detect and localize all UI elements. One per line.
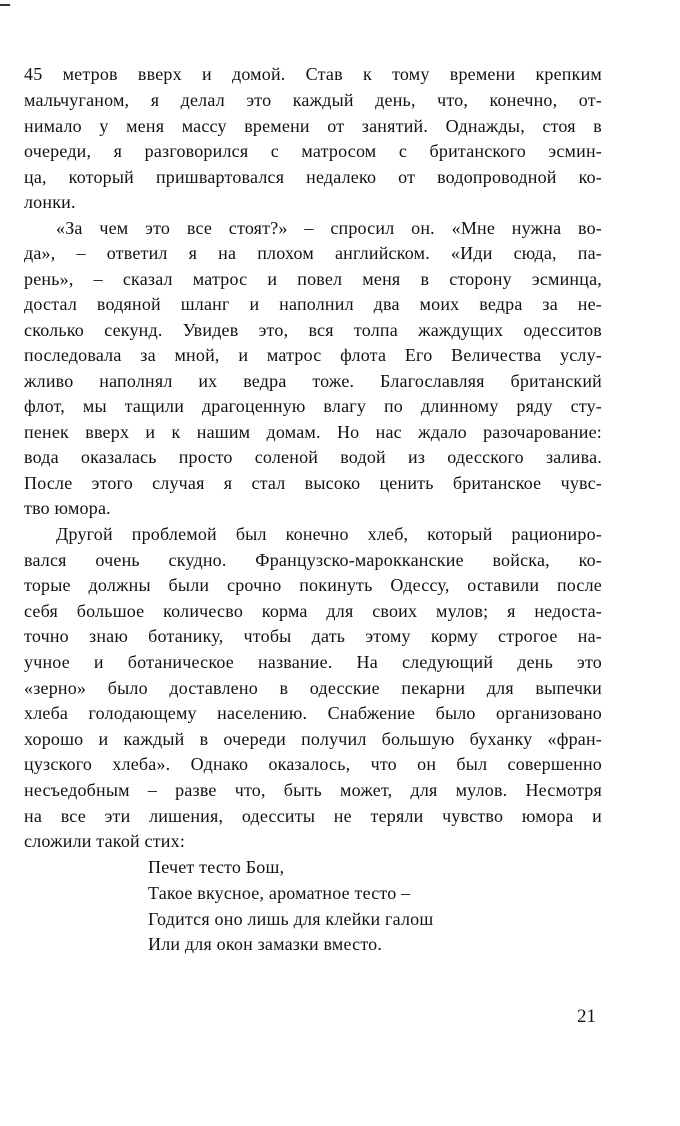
text-line: «За чем это все стоят?» – спросил он. «Мне нужна во- bbox=[56, 218, 602, 238]
text-line: достал водяной шланг и наполнил два моих ведра за не- bbox=[24, 294, 602, 314]
poem-line: Или для окон замазки вместо. bbox=[148, 934, 383, 954]
text-line: торые должны были срочно покинуть Одессу, оставили после bbox=[24, 575, 602, 595]
text-line: хорошо и каждый в очереди получил большую буханку «фран- bbox=[24, 729, 602, 749]
page-number: 21 bbox=[577, 1006, 596, 1027]
text-line: лонки. bbox=[24, 192, 76, 212]
scan-mark bbox=[0, 4, 10, 6]
text-line: флот, мы тащили драгоценную влагу по длинному ряду сту- bbox=[24, 396, 602, 416]
text-line: цузского хлеба». Однако оказалось, что он был совершенно bbox=[24, 754, 602, 774]
text-line: сложили такой стих: bbox=[24, 831, 186, 851]
text-line: последовала за мной, и матрос флота Его Величества услу- bbox=[24, 345, 602, 365]
text-line: 45 метров вверх и домой. Став к тому времени крепким bbox=[24, 64, 602, 84]
text-line: сколько секунд. Увидев это, вся толпа жаждущих одесситов bbox=[24, 320, 602, 340]
text-line: точно знаю ботанику, чтобы дать этому корму строгое на- bbox=[24, 626, 602, 646]
text-line: тво юмора. bbox=[24, 498, 111, 518]
text-line: да», – ответил я на плохом английском. «Иди сюда, па- bbox=[24, 243, 602, 263]
text-line: «зерно» было доставлено в одесские пекарни для выпечки bbox=[24, 678, 602, 698]
poem-line: Печет тесто Бош, bbox=[148, 857, 285, 877]
text-line: ца, который пришвартовался недалеко от водопроводной ко- bbox=[24, 167, 602, 187]
text-line: очереди, я разговорился с матросом с британского эсмин- bbox=[24, 141, 602, 161]
text-line: себя большое количесво корма для своих мулов; я недоста- bbox=[24, 601, 602, 621]
text-line: учное и ботаническое название. На следующий день это bbox=[24, 652, 602, 672]
text-line: После этого случая я стал высоко ценить британское чувс- bbox=[24, 473, 602, 493]
text-line: мальчуганом, я делал это каждый день, что, конечно, от- bbox=[24, 90, 602, 110]
text-line: вался очень скудно. Французско-марокканские войска, ко- bbox=[24, 550, 602, 570]
text-line: пенек вверх и к нашим домам. Но нас ждало разочарование: bbox=[24, 422, 602, 442]
text-line: жливо наполнял их ведра тоже. Благославляя британский bbox=[24, 371, 602, 391]
text-line: несъедобным – разве что, быть может, для мулов. Несмотря bbox=[24, 780, 602, 800]
poem-line: Такое вкусное, ароматное тесто – bbox=[148, 883, 411, 903]
text-line: на все эти лишения, одесситы не теряли чувство юмора и bbox=[24, 806, 602, 826]
text-line: нимало у меня массу времени от занятий. Однажды, стоя в bbox=[24, 116, 602, 136]
poem-line: Годится оно лишь для клейки галош bbox=[148, 909, 434, 929]
text-line: рень», – сказал матрос и повел меня в сторону эсминца, bbox=[24, 269, 602, 289]
text-line: Другой проблемой был конечно хлеб, который рациониро- bbox=[56, 524, 602, 544]
text-line: хлеба голодающему населению. Снабжение было организовано bbox=[24, 703, 602, 723]
text-line: вода оказалась просто соленой водой из одесского залива. bbox=[24, 447, 602, 467]
